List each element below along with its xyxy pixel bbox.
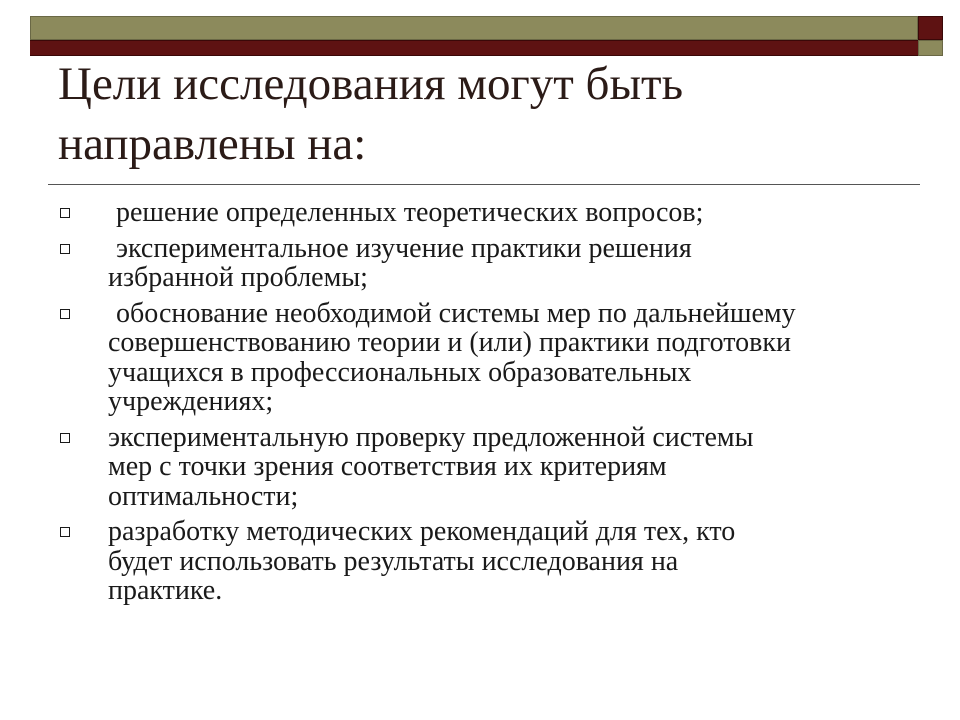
bullet-1-line-1: решение определенных теоретических вопросов; — [116, 197, 704, 228]
bullet-2-line-1: экспериментальное изучение практики решения — [116, 232, 692, 264]
bullet-4-line-3: оптимальности; — [108, 480, 299, 512]
bullet-item-5 — [58, 517, 920, 606]
bullet-3-line-4: учреждениях; — [108, 386, 274, 417]
hollow-square-bullet-icon — [60, 244, 70, 254]
bullet-5-line-2: будет использовать результаты исследования на — [108, 545, 679, 577]
header-maroon-square — [918, 16, 943, 40]
bullet-5-line-1: разработку методических рекомендаций для тех, кто — [108, 516, 736, 547]
bullet-4-line-2: мер с точки зрения соответствия их критериям — [108, 451, 667, 482]
bullet-3-line-2: совершенствованию теории и (или) практики подготовки — [108, 327, 791, 358]
bullet-list — [58, 198, 920, 612]
header-olive-square — [918, 40, 943, 56]
bullet-item-2 — [58, 234, 920, 293]
bullet-3-line-1: обоснование необходимой системы мер по дальнейшему — [116, 297, 796, 329]
hollow-square-bullet-icon — [60, 309, 70, 319]
bullet-3-line-3: учащихся в профессиональных образовательных — [108, 356, 692, 388]
bullet-2-line-2: избранной проблемы; — [108, 262, 368, 293]
bullet-5-line-3: практике. — [108, 575, 223, 606]
hollow-square-bullet-icon — [60, 527, 70, 537]
bullet-item-3 — [58, 299, 920, 417]
hollow-square-bullet-icon — [60, 208, 70, 218]
slide-title — [58, 54, 918, 174]
bullet-4-line-1: экспериментальную проверку предложенной системы — [108, 421, 754, 453]
slide-title-line-2: направлены на: — [58, 118, 367, 170]
bullet-item-4 — [58, 423, 920, 512]
hollow-square-bullet-icon — [60, 433, 70, 443]
slide-title-line-1: Цели исследования могут быть — [58, 58, 684, 110]
bullet-item-1 — [58, 198, 920, 228]
header-olive-bar — [30, 16, 918, 40]
title-divider — [48, 184, 920, 185]
